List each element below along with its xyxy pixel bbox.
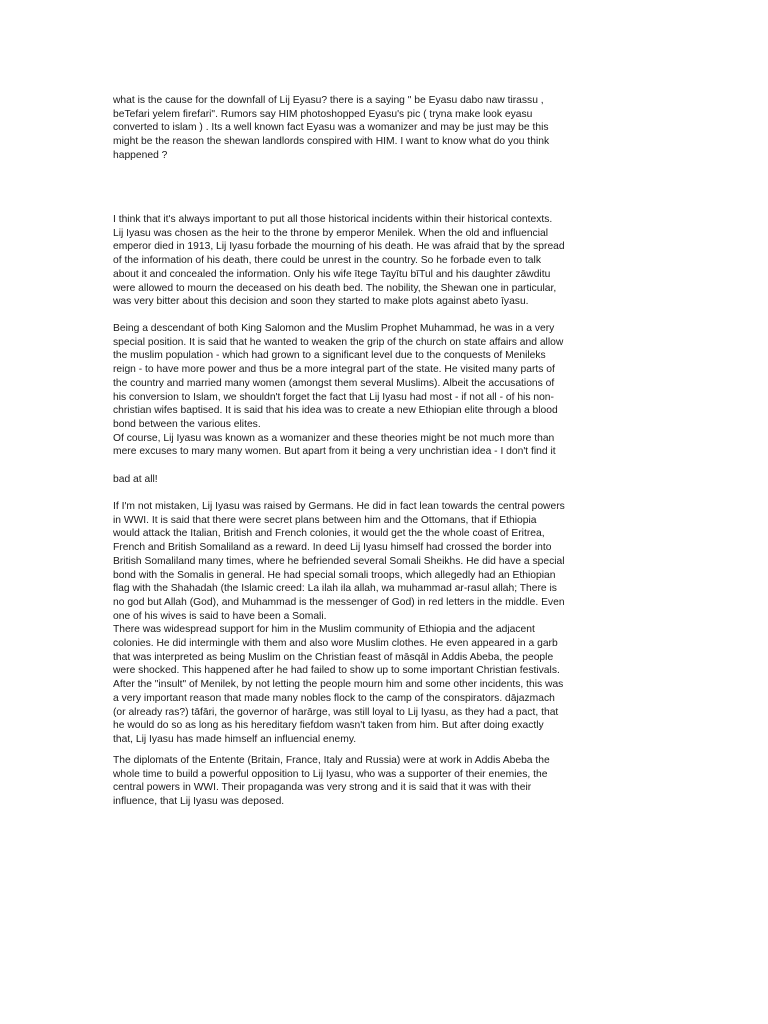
text-line: Being a descendant of both King Salomon and the Muslim Prophet Muhammad, he was in a very <box>113 323 555 334</box>
answer-paragraph-3 <box>113 500 658 747</box>
text-line: his conversion to Islam, we shouldn't forget the fact that Lij Iyasu had most - if not all - of his non- <box>113 391 554 403</box>
text-line: special position. It is said that he wanted to weaken the grip of the church on state affairs and allow <box>113 336 564 348</box>
answer-paragraph-2-tail <box>113 473 658 487</box>
text-line: he would do so as long as his hereditary fiefdom wasn't taken from him. But after doing exactly <box>113 720 544 732</box>
text-line: mere excuses to mary many women. But apart from it being a very unchristian idea - I don't find it <box>113 446 556 458</box>
text-line: no god but Allah (God), and Muhammad is the messenger of God) in red letters in the middle. Even <box>113 596 565 608</box>
text-line: what is the cause for the downfall of Lij Eyasu? there is a saying " be Eyasu dabo naw tirassu , <box>113 95 544 106</box>
text-line: whole time to build a powerful opposition to Lij Iyasu, who was a supporter of their enemies, the <box>113 768 548 780</box>
text-line: might be the reason the shewan landlords conspired with HIM. I want to know what do you think <box>113 136 550 148</box>
text-line: happened ? <box>113 149 168 161</box>
text-line: the muslim population - which had grown to a significant level due to the conquests of Menileks <box>113 350 546 362</box>
text-line: influence, that Lij Iyasu was deposed. <box>113 796 285 808</box>
text-line: were allowed to mourn the deceased on his death bed. The nobility, the Shewan one in particular, <box>113 282 557 294</box>
text-line: Of course, Lij Iyasu was known as a womanizer and these theories might be not much more than <box>113 432 555 444</box>
text-line: bad at all! <box>113 474 158 485</box>
text-line: Lij Iyasu was chosen as the heir to the throne by emperor Menilek. When the old and influencial <box>113 227 549 239</box>
text-line: were shocked. This happened after he had failed to show up to some important Christian festivals. <box>113 665 560 677</box>
question-paragraph <box>113 94 658 163</box>
text-line: about it and concealed the information. Only his wife ītege Tayītu bīTul and his daughter zāwditu <box>113 268 551 280</box>
text-line: of the information of his death, there could be unrest in the country. So he forbade even to talk <box>113 255 541 267</box>
text-line: one of his wives is said to have been a Somali. <box>113 610 327 622</box>
text-line: beTefari yelem firefari". Rumors say HIM photoshopped Eyasu's pic ( tryna make look eyasu <box>113 108 533 120</box>
text-line: christian wifes baptised. It is said that his idea was to create a new Ethiopian elite through a blood <box>113 405 558 417</box>
text-line: There was widespread support for him in the Muslim community of Ethiopia and the adjacent <box>113 624 535 636</box>
text-line: central powers in WWI. Their propaganda was very strong and it is said that it was with their <box>113 782 532 794</box>
text-line: colonies. He did intermingle with them and also wore Muslim clothes. He even appeared in a garb <box>113 638 558 650</box>
answer-paragraph-2 <box>113 322 658 459</box>
text-line: bond between the various elites. <box>113 418 261 430</box>
answer-paragraph-4 <box>113 754 658 809</box>
text-line: emperor died in 1913, Lij Iyasu forbade the mourning of his death. He was afraid that by the spread <box>113 241 565 253</box>
text-line: If I'm not mistaken, Lij Iyasu was raised by Germans. He did in fact lean towards the central powers <box>113 501 565 512</box>
text-line: flag with the Shahadah (the Islamic creed: La ilah ila allah, wa muhammad ar-rasul allah; There is <box>113 583 557 595</box>
text-line: in WWI. It is said that there were secret plans between him and the Ottomans, that if Ethiopia <box>113 514 537 526</box>
text-line: British Somaliland many times, where he befriended several Somali Sheikhs. He did have a special <box>113 555 565 567</box>
text-line: reign - to have more power and thus be a more integral part of the state. He visited many parts of <box>113 364 555 376</box>
text-line: was very bitter about this decision and soon they started to make plots against abeto īyasu. <box>113 296 529 308</box>
text-line: French and British Somaliland as a reward. In deed Lij Iyasu himself had crossed the border into <box>113 542 552 554</box>
text-line: bond with the Somalis in general. He had special somali troops, which allegedly had an Ethiopian <box>113 569 556 581</box>
text-line: converted to islam ) . Its a well known fact Eyasu was a womanizer and may be just may be this <box>113 122 549 134</box>
text-line: I think that it's always important to put all those historical incidents within their historical contexts. <box>113 214 553 225</box>
text-line: that was interpreted as being Muslim on the Christian feast of māsqāl in Addis Abeba, the people <box>113 651 554 663</box>
text-line: a very important reason that made many nobles flock to the camp of the conspirators. dājazmach <box>113 692 555 704</box>
text-line: After the "insult" of Menilek, by not letting the people mourn him and some other incidents, this was <box>113 679 564 691</box>
text-line: that, Lij Iyasu has made himself an influencial enemy. <box>113 733 357 745</box>
text-line: The diplomats of the Entente (Britain, France, Italy and Russia) were at work in Addis Abeba the <box>113 755 550 766</box>
text-line: the country and married many women (amongst them several Muslims). Albeit the accusations of <box>113 377 555 389</box>
text-line: would attack the Italian, British and French colonies, it would get the the whole coast of Eritrea, <box>113 528 545 540</box>
text-line: (or already ras?) tāfāri, the governor of harārge, was still loyal to Lij Iyasu, as they had a pact, that <box>113 706 559 718</box>
answer-paragraph-1 <box>113 213 658 309</box>
